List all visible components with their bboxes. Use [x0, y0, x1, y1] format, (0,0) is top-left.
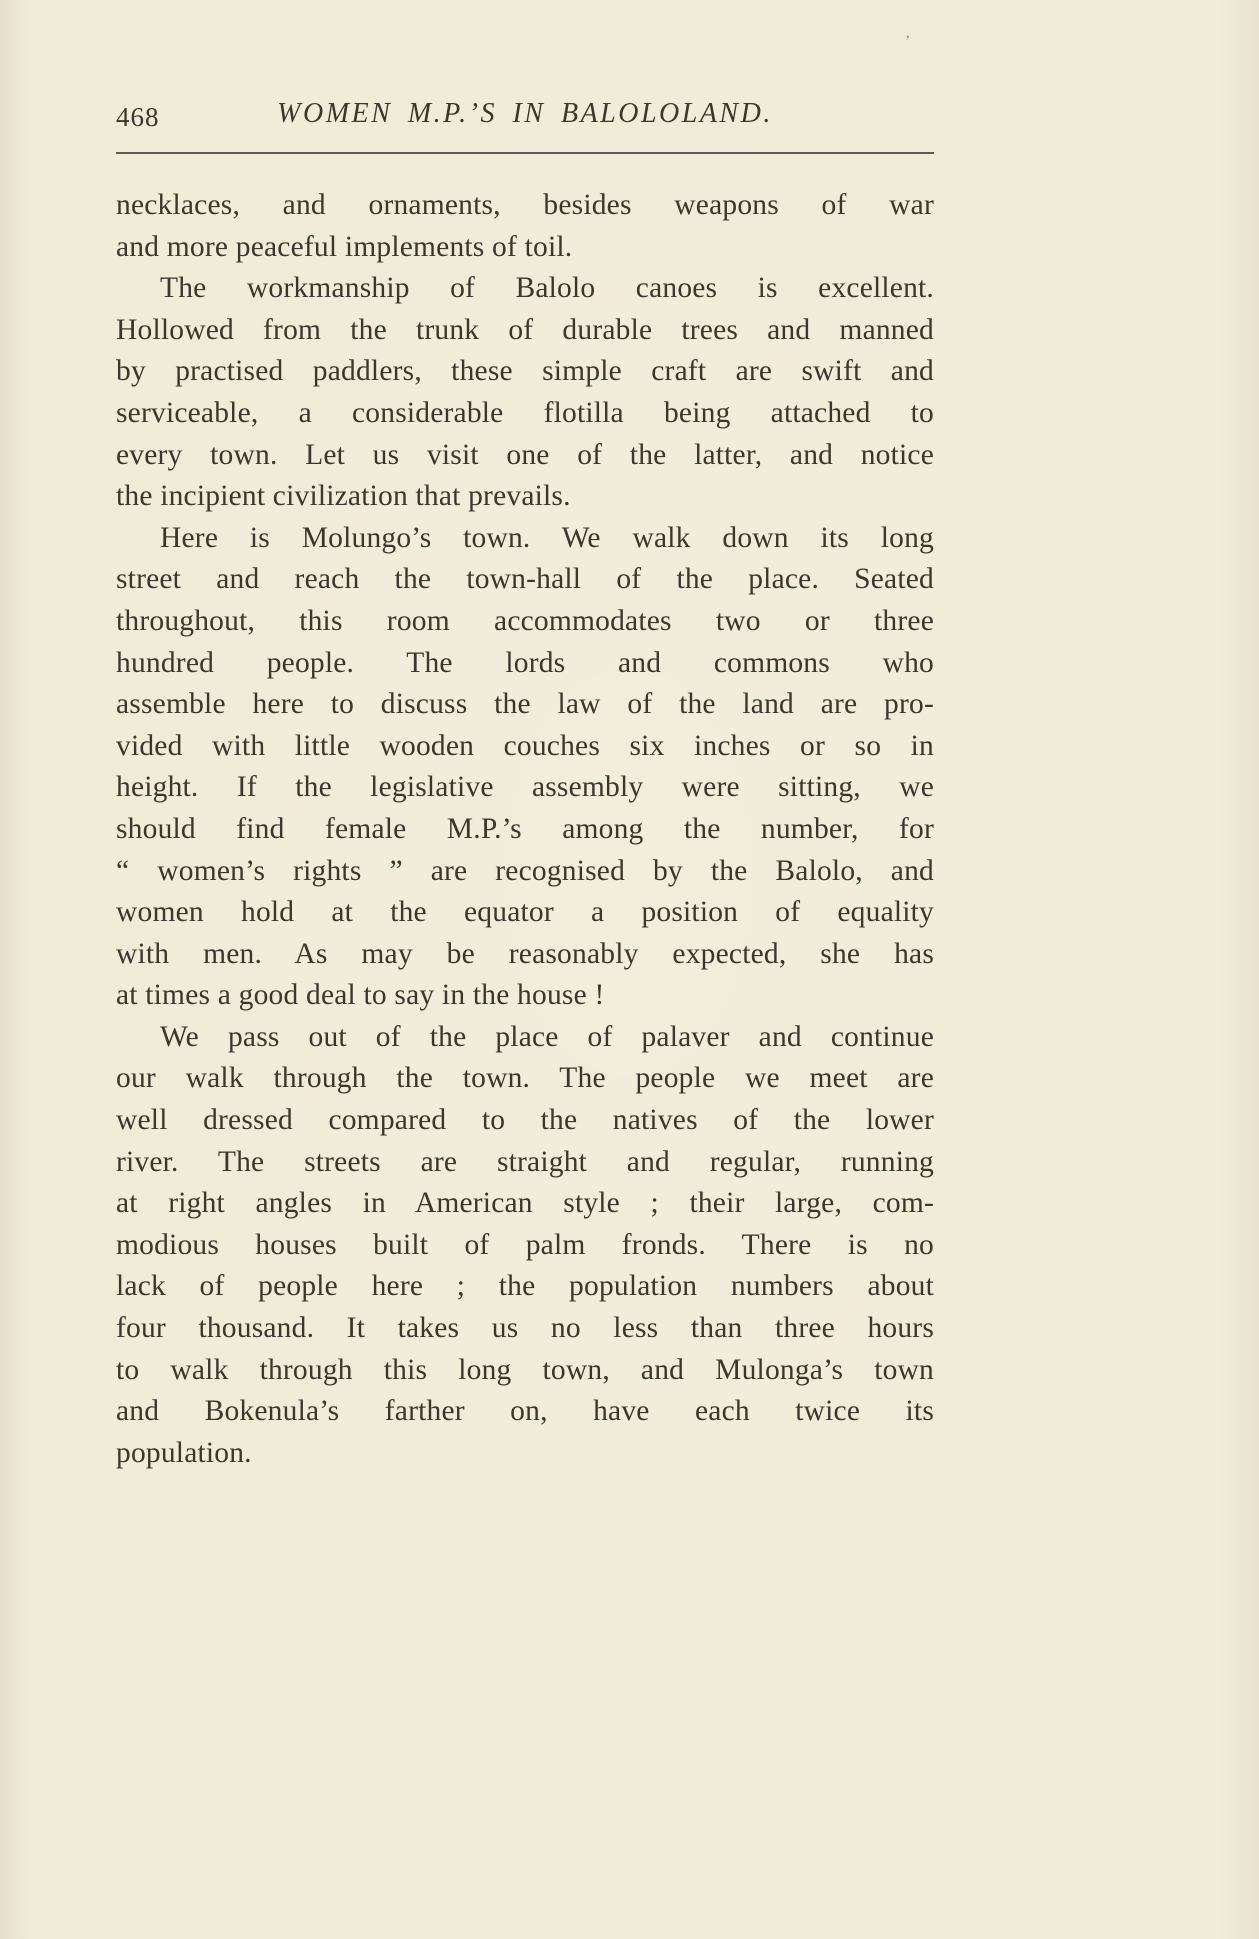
- text-line: Hollowed from the trunk of durable trees and manned: [116, 313, 934, 346]
- text-line: lack of people here ; the population numbers about: [116, 1270, 934, 1303]
- running-head-title: WOMEN M.P.’S IN BALOLOLAND.: [277, 98, 773, 129]
- text-line: women hold at the equator a position of equality: [116, 896, 934, 929]
- text-line: at right angles in American style ; their large, com-: [116, 1187, 934, 1220]
- text-line: four thousand. It takes us no less than three hours: [116, 1312, 934, 1345]
- text-line: should find female M.P.’s among the number, for: [116, 812, 934, 845]
- page-header: [116, 98, 934, 140]
- text-line: river. The streets are straight and regular, running: [116, 1145, 934, 1178]
- text-line: by practised paddlers, these simple craft are swift and: [116, 355, 934, 388]
- text-line: well dressed compared to the natives of the lower: [116, 1104, 934, 1137]
- page-body: [116, 185, 934, 1474]
- text-line: street and reach the town-hall of the place. Seated: [116, 563, 934, 596]
- text-line: vided with little wooden couches six inches or so in: [116, 729, 934, 762]
- text-line: “ women’s rights ” are recognised by the Balolo, and: [116, 854, 934, 887]
- text-line: hundred people. The lords and commons who: [116, 646, 934, 679]
- scan-artifact-mark: ’: [905, 33, 911, 50]
- text-line: necklaces, and ornaments, besides weapons of war: [116, 189, 934, 221]
- text-line: serviceable, a considerable flotilla being attached to: [116, 396, 934, 429]
- text-line: height. If the legislative assembly were sitting, we: [116, 771, 934, 804]
- text-line: Here is Molungo’s town. We walk down its long: [160, 521, 934, 554]
- header-rule: [116, 152, 934, 154]
- text-line: The workmanship of Balolo canoes is excellent.: [160, 272, 934, 305]
- text-line: at times a good deal to say in the house !: [116, 979, 605, 1012]
- text-line: modious houses built of palm fronds. There is no: [116, 1228, 934, 1261]
- text-line: throughout, this room accommodates two or three: [116, 604, 934, 637]
- text-line: our walk through the town. The people we meet are: [116, 1062, 934, 1095]
- text-line: the incipient civilization that prevails.: [116, 480, 571, 513]
- text-line: and more peaceful implements of toil.: [116, 230, 573, 263]
- page-number: 468: [116, 102, 160, 132]
- text-line: with men. As may be reasonably expected, she has: [116, 937, 934, 970]
- text-line: every town. Let us visit one of the latter, and notice: [116, 438, 934, 471]
- text-line: We pass out of the place of palaver and continue: [160, 1020, 934, 1053]
- page-column: [116, 98, 934, 1474]
- text-line: to walk through this long town, and Mulonga’s town: [116, 1353, 934, 1386]
- text-line: assemble here to discuss the law of the land are pro-: [116, 688, 934, 721]
- text-line: and Bokenula’s farther on, have each twice its: [116, 1395, 934, 1428]
- text-line: population.: [116, 1436, 252, 1469]
